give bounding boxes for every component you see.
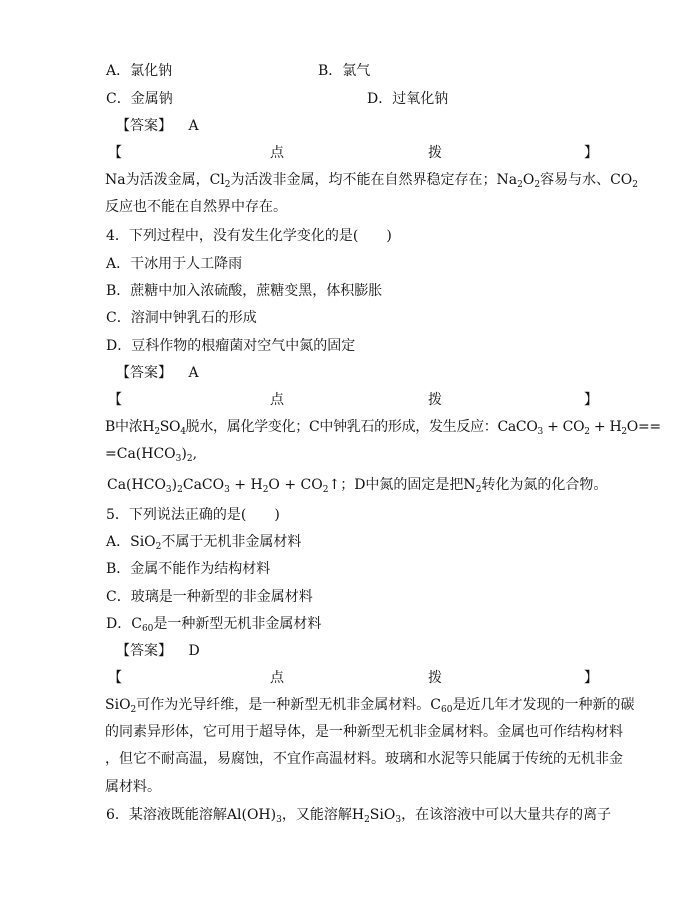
- bracket-close: 】: [584, 670, 598, 686]
- q5-dianbo-heading: [108, 669, 598, 687]
- answer-label: 【答案】: [116, 365, 172, 381]
- bracket-close: 】: [584, 392, 598, 408]
- q3-dianbo-heading: [108, 144, 598, 162]
- q4-answer: [116, 364, 199, 382]
- q5-explanation-line-1: SiO$_2$可作为光导纤维，是一种新型无机非金属材料。$C_{60}$是近几年才发现的一种新的碳: [105, 697, 635, 715]
- answer-value: D: [188, 643, 200, 659]
- q5-option-c: C．玻璃是一种新型的非金属材料: [106, 589, 313, 605]
- q4-stem: 4．下列过程中，没有发生化学变化的是( ): [106, 228, 392, 244]
- q5-answer: [116, 642, 200, 660]
- q3-option-d: D．过氧化钠: [367, 91, 449, 107]
- bracket-close: 】: [584, 145, 598, 161]
- dianbo-char-2: 拨: [428, 145, 442, 161]
- bracket-open: 【: [108, 145, 122, 161]
- q4-dianbo-heading: [108, 391, 598, 409]
- q3-explanation-line-1: Na为活泼金属，$Cl_2$为活泼非金属，均不能在自然界稳定存在；$Na_2O_2$容易与水、$CO_2$: [105, 172, 639, 190]
- q3-explanation-line-2: 反应也不能在自然界中存在。: [105, 199, 287, 215]
- dianbo-char-1: 点: [270, 145, 284, 161]
- q4-option-a: A．干冰用于人工降雨: [106, 256, 243, 272]
- dianbo-char-2: 拨: [428, 670, 442, 686]
- q3-option-b: B．氯气: [318, 63, 371, 79]
- q4-explanation-line-1: B中浓$H_2SO_4$脱水，属化学变化；C中钟乳石的形成，发生反应：CaCO$_3$ + $CO_2 + H_2O==$: [105, 419, 661, 437]
- dianbo-char-2: 拨: [428, 392, 442, 408]
- q5-stem: 5．下列说法正确的是( ): [106, 507, 280, 523]
- q6-stem: 6．某溶液既能溶解$Al(OH)_3$，又能溶解$H_2SiO_3$，在该溶液中可以大量共存的离子: [106, 807, 612, 825]
- q3-option-a: A．氯化钠: [106, 63, 173, 79]
- answer-value: A: [188, 118, 199, 134]
- q4-option-d: D．豆科作物的根瘤菌对空气中氮的固定: [106, 338, 356, 354]
- q5-explanation-line-4: 属材料。: [105, 779, 161, 795]
- q3-option-c: C．金属钠: [106, 91, 173, 107]
- q4-option-b: B．蔗糖中加入浓硫酸，蔗糖变黑，体积膨胀: [106, 283, 383, 299]
- q5-option-d: D．$C_{60}$是一种新型无机非金属材料: [106, 616, 322, 634]
- q4-option-c: C．溶洞中钟乳石的形成: [106, 310, 257, 326]
- q5-explanation-line-2: 的同素异形体，它可用于超导体，是一种新型无机非金属材料。金属也可作结构材料: [105, 724, 623, 740]
- bracket-open: 【: [108, 670, 122, 686]
- q5-option-b: B．金属不能作为结构材料: [106, 561, 271, 577]
- q5-option-a: A．SiO$_2$不属于无机非金属材料: [106, 534, 302, 552]
- answer-label: 【答案】: [116, 643, 172, 659]
- answer-label: 【答案】: [116, 118, 172, 134]
- dianbo-char-1: 点: [270, 670, 284, 686]
- q4-explanation-line-3: $Ca(HCO_3)_2CaCO_3 + H_2O$ + $CO_2↑$；D中氮的固定是把$N_2$转化为氮的化合物。: [107, 477, 608, 495]
- q3-answer: [116, 117, 199, 135]
- q4-explanation-line-2: $=Ca(HCO_3)_2$,: [105, 446, 198, 464]
- q5-explanation-line-3: ，但它不耐高温，易腐蚀，不宜作高温材料。玻璃和水泥等只能属于传统的无机非金: [105, 751, 623, 767]
- answer-value: A: [188, 365, 199, 381]
- dianbo-char-1: 点: [270, 392, 284, 408]
- bracket-open: 【: [108, 392, 122, 408]
